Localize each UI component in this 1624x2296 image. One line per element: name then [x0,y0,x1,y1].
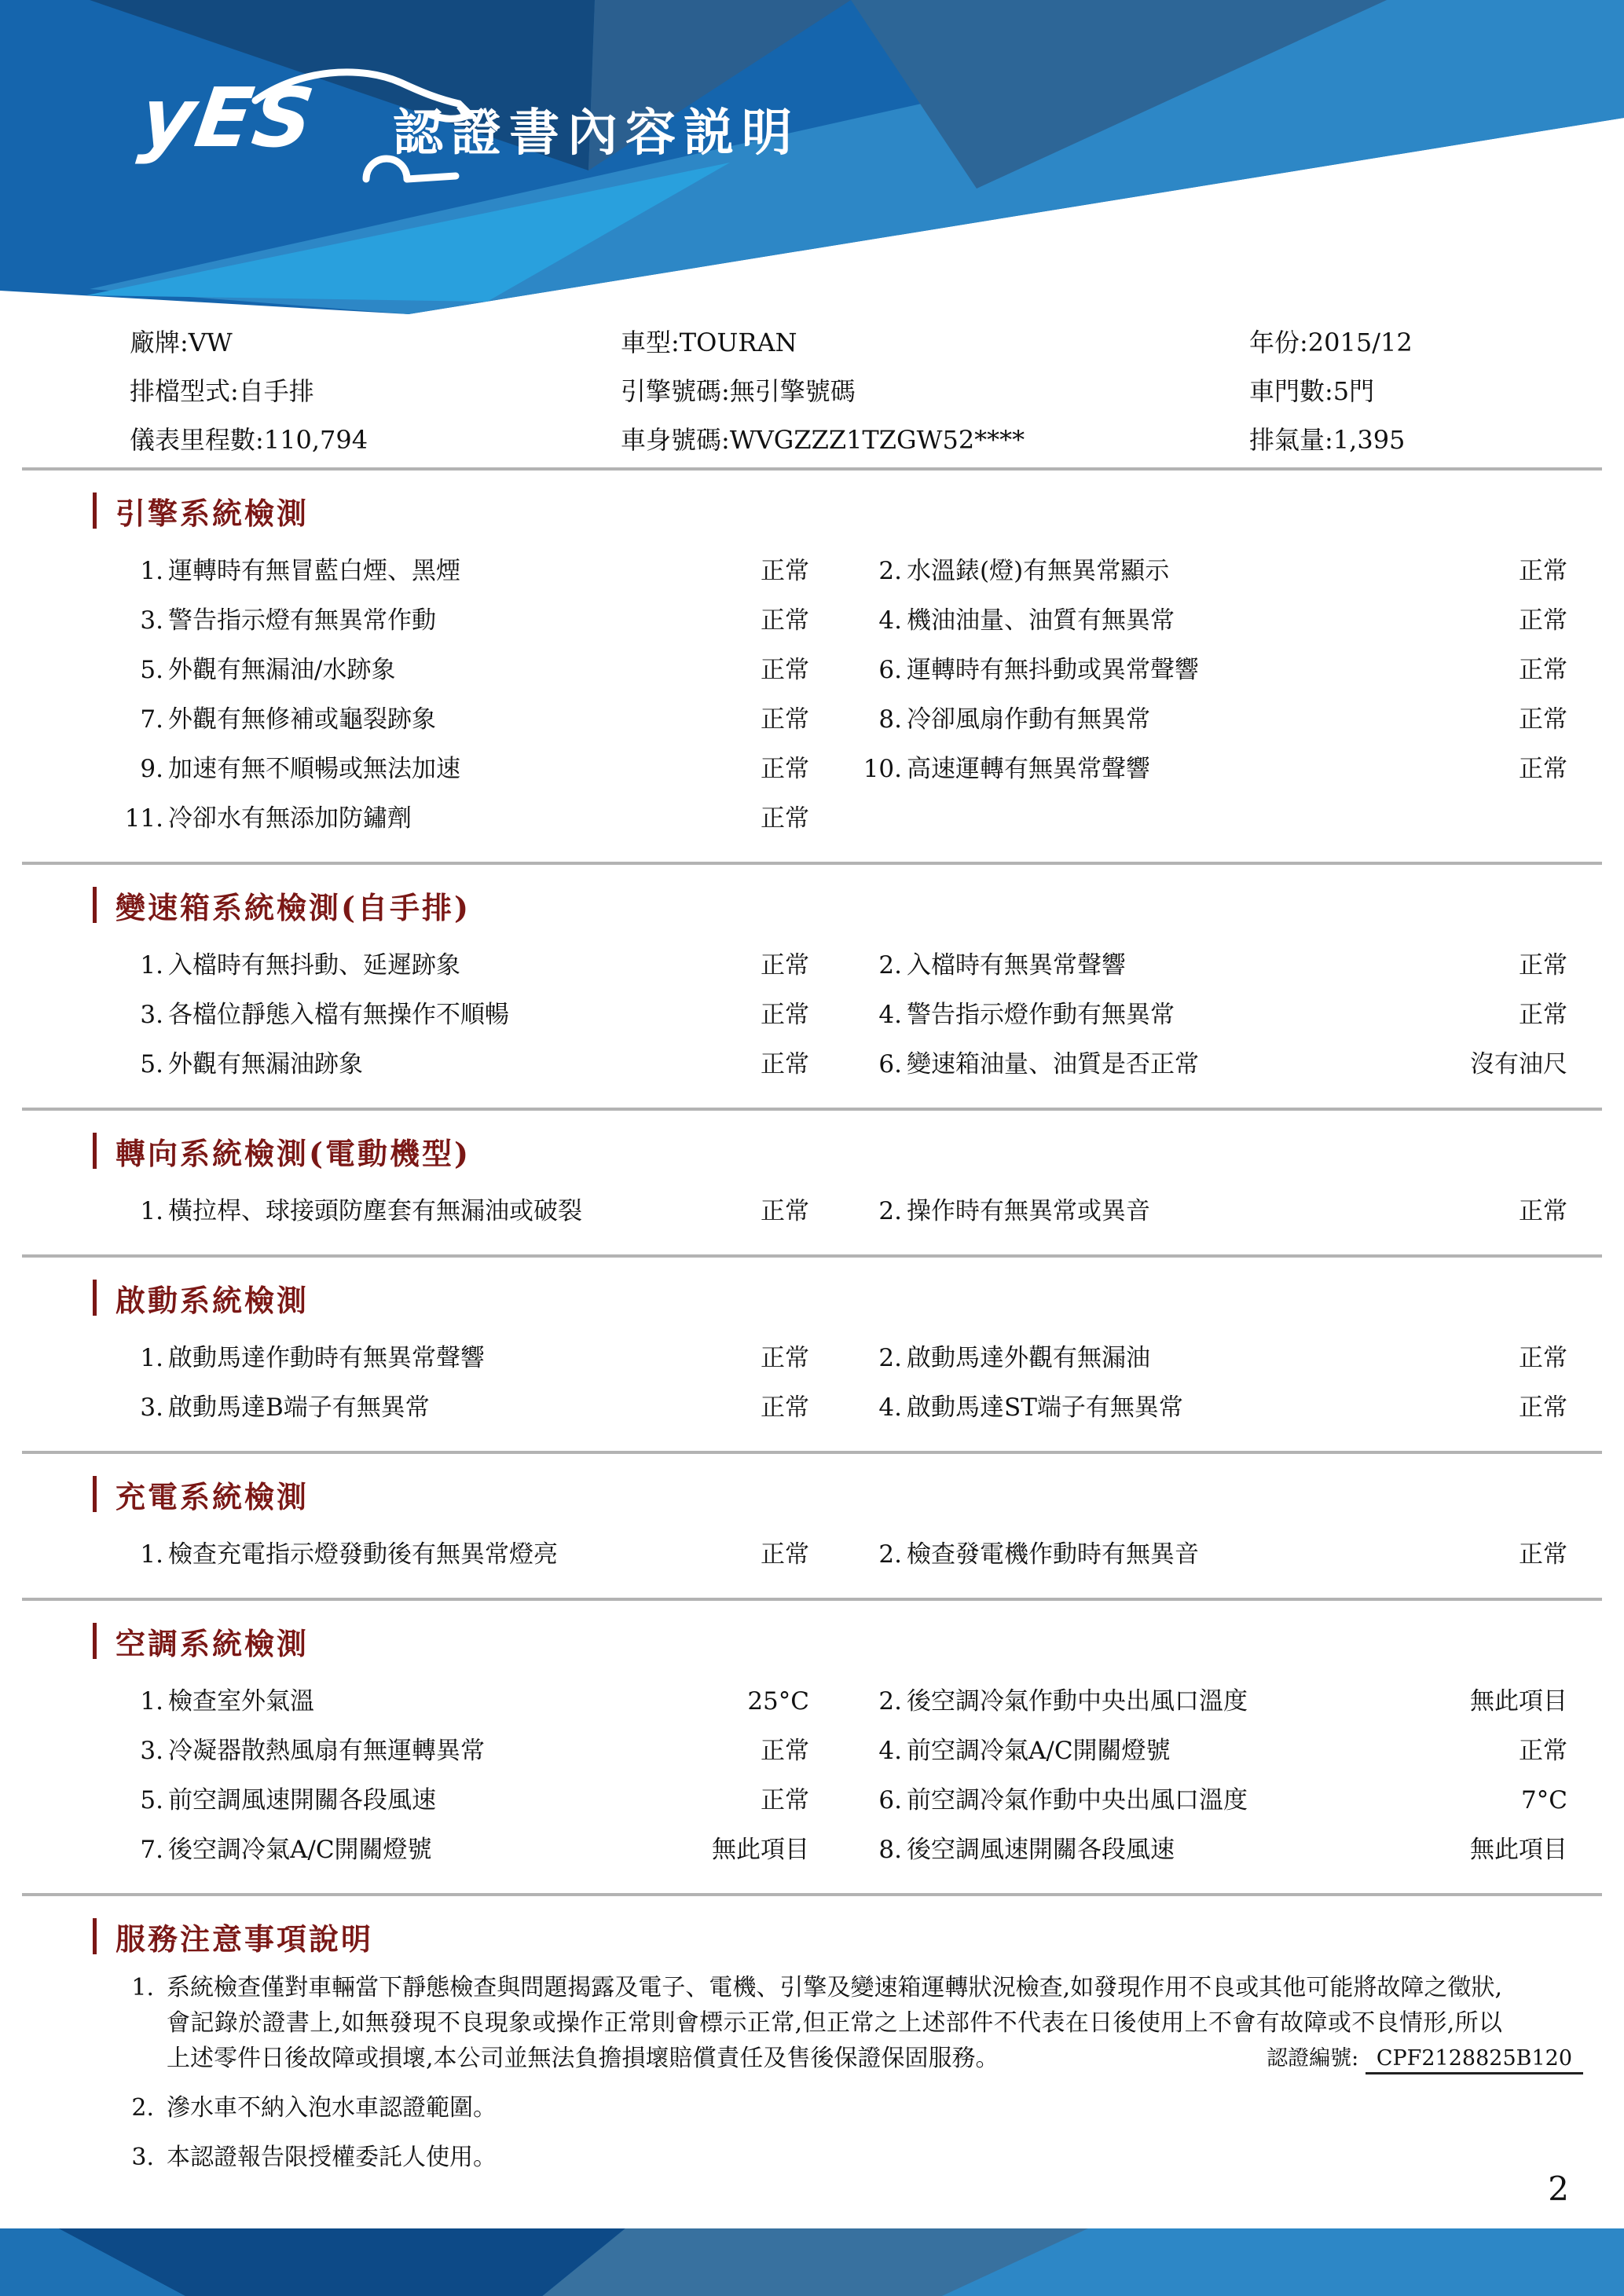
note-number: 2. [131,2094,154,2122]
item-text: 冷凝器散熱風扇有無運轉異常 [168,1737,485,1765]
inspection-item [856,1780,1567,1829]
item-number: 8. [878,705,902,734]
section-items [0,945,1624,1093]
inspection-item [118,1730,809,1780]
inspection-item [118,1780,809,1829]
inspection-item [118,1338,809,1387]
inspection-item [856,994,1567,1044]
vehicle-field-label: 車型: [621,328,680,357]
item-text: 啟動馬達B端子有無異常 [168,1393,430,1422]
item-text: 入檔時有無抖動、延遲跡象 [168,951,460,980]
item-text: 水溫錶(燈)有無異常顯示 [907,557,1170,585]
item-result: 正常 [1519,656,1567,684]
item-text: 檢查充電指示燈發動後有無異常燈亮 [168,1540,558,1569]
section-title-bar [93,1918,97,1954]
vehicle-field [621,420,1249,456]
vehicle-field-value: 2015/12 [1307,328,1413,357]
section-header [93,491,1624,530]
inspection-section [0,865,1624,1108]
footer-banner [0,2228,1624,2296]
item-result: 正常 [761,705,809,734]
item-result: 正常 [1519,1197,1567,1225]
item-number: 8. [878,1836,902,1864]
inspection-sections [0,471,1624,1896]
section-header [93,1131,1624,1170]
item-number: 3. [140,606,163,635]
note-number: 1. [131,1974,154,2001]
inspection-item [856,1534,1567,1584]
item-result: 正常 [1519,1540,1567,1569]
section-header [93,1621,1624,1661]
inspection-item [856,699,1567,749]
yes-logo-text: yES [134,70,321,166]
item-text: 各檔位靜態入檔有無操作不順暢 [168,1001,509,1029]
item-text: 變速箱油量、油質是否正常 [907,1050,1199,1078]
item-result: 正常 [1519,705,1567,734]
section-title: 變速箱系統檢測(自手排) [115,889,471,925]
inspection-item [856,1730,1567,1780]
section-header [93,1917,1624,1956]
item-text: 外觀有無漏油/水跡象 [168,656,396,684]
vehicle-field-value: TOURAN [679,328,797,357]
item-number: 1. [140,1687,163,1716]
item-result: 正常 [1519,1344,1567,1372]
vehicle-field [621,372,1249,408]
section-title: 服務注意事項說明 [115,1921,374,1957]
item-result: 正常 [1519,755,1567,783]
item-result: 正常 [761,1737,809,1765]
item-result: 正常 [761,1786,809,1814]
section-title-bar [93,887,97,923]
item-result: 正常 [761,606,809,635]
vehicle-field-value: 1,395 [1333,425,1406,455]
item-text: 運轉時有無冒藍白煙、黑煙 [168,557,460,585]
item-result: 7°C [1521,1786,1567,1814]
item-text: 機油油量、油質有無異常 [907,606,1175,635]
item-number: 4. [878,1001,902,1029]
inspection-item [856,1681,1567,1730]
section-title-bar [93,1280,97,1316]
item-number: 7. [140,1836,163,1864]
item-number: 2. [878,951,902,980]
item-result: 正常 [761,1197,809,1225]
section-title-bar [93,1623,97,1659]
vehicle-field-value: 無引擎號碼 [729,376,856,406]
section-items [0,551,1624,848]
inspection-item [118,798,809,848]
inspection-item [856,600,1567,650]
inspection-section [0,471,1624,862]
item-number: 2. [878,1540,902,1569]
item-number: 5. [140,656,163,684]
vehicle-field-label: 車門數: [1249,376,1333,406]
item-result: 正常 [761,951,809,980]
item-result: 無此項目 [1470,1687,1567,1716]
item-result: 正常 [761,804,809,833]
item-number: 5. [140,1786,163,1814]
item-text: 操作時有無異常或異音 [907,1197,1150,1225]
item-result: 正常 [1519,951,1567,980]
item-result: 正常 [1519,606,1567,635]
note-text: 滲水車不納入泡水車認證範圍。 [167,2094,497,2122]
item-text: 後空調冷氣作動中央出風口溫度 [907,1687,1248,1716]
item-result: 沒有油尺 [1470,1050,1567,1078]
item-result: 正常 [761,1393,809,1422]
vehicle-field-label: 引擎號碼: [621,376,730,406]
item-number: 1. [140,557,163,585]
item-result: 正常 [761,557,809,585]
item-text: 後空調冷氣A/C開關燈號 [168,1836,432,1864]
item-result: 正常 [1519,1393,1567,1422]
inspection-item [856,1829,1567,1879]
inspection-item [856,1387,1567,1437]
item-number: 1. [140,951,163,980]
item-text: 前空調風速開關各段風速 [168,1786,436,1814]
service-note-item [0,2090,1624,2126]
item-text: 啟動馬達外觀有無漏油 [907,1344,1150,1372]
page-title: 認證書內容説明 [393,104,800,163]
inspection-section [0,1454,1624,1598]
item-number: 1. [140,1540,163,1569]
service-notes-section [0,1896,1624,2175]
item-number: 3. [140,1001,163,1029]
item-result: 無此項目 [1470,1836,1567,1864]
certificate-number-value: CPF2128825B120 [1366,2046,1583,2074]
inspection-section [0,1258,1624,1451]
vehicle-field-value: 110,794 [263,425,368,455]
item-result: 正常 [761,1540,809,1569]
inspection-item [856,1044,1567,1093]
note-number: 3. [131,2144,154,2171]
section-items [0,1191,1624,1240]
item-number: 5. [140,1050,163,1078]
inspection-section [0,1601,1624,1893]
header-banner [0,0,1624,314]
inspection-item [118,551,809,600]
section-title-bar [93,493,97,529]
item-text: 前空調冷氣A/C開關燈號 [907,1737,1171,1765]
section-header [93,885,1624,925]
vehicle-field [621,323,1249,359]
inspection-item [118,699,809,749]
certificate-number-label: 認證編號: [1267,2046,1359,2071]
note-text: 本認證報告限授權委託人使用。 [167,2144,497,2171]
item-result: 正常 [761,1050,809,1078]
item-text: 警告指示燈有無異常作動 [168,606,436,635]
vehicle-field [1249,372,1624,408]
vehicle-field [130,323,621,359]
item-text: 前空調冷氣作動中央出風口溫度 [907,1786,1248,1814]
item-number: 6. [878,1786,902,1814]
inspection-item [118,1681,809,1730]
vehicle-field-value: 自手排 [238,376,314,406]
service-note-item [0,2140,1624,2175]
item-text: 高速運轉有無異常聲響 [907,755,1150,783]
inspection-item [118,1191,809,1240]
inspection-item [118,749,809,798]
section-header [93,1474,1624,1514]
inspection-item [118,994,809,1044]
item-number: 4. [878,1737,902,1765]
item-text: 冷卻水有無添加防鏽劑 [168,804,412,833]
section-items [0,1534,1624,1584]
inspection-item [856,945,1567,994]
item-number: 2. [878,1197,902,1225]
section-title: 啟動系統檢測 [115,1282,310,1318]
item-text: 加速有無不順暢或無法加速 [168,755,460,783]
item-text: 運轉時有無抖動或異常聲響 [907,656,1199,684]
item-number: 7. [140,705,163,734]
section-title-bar [93,1476,97,1512]
vehicle-field-label: 年份: [1249,328,1308,357]
item-number: 6. [878,1050,902,1078]
item-number: 9. [140,755,163,783]
inspection-item [118,600,809,650]
inspection-item [118,1044,809,1093]
section-header [93,1278,1624,1317]
item-number: 4. [878,1393,902,1422]
inspection-item [118,1534,809,1584]
note-text: 系統檢查僅對車輛當下靜態檢查與問題揭露及電子、電機、引擎及變速箱運轉狀況檢查,如發現作用不良或其他可能將故障之徵狀,會記錄於證書上,如無發現不良現象或操作正常則會標示正常,但正常之上述部件不代表在日後使用上不會有故障或不良情形,所以上述零件日後故障或損壞,本公司並無法負擔損壞賠償責任及售後保證保固服務。 [167,1974,1502,2072]
vehicle-field [1249,323,1624,359]
section-title: 轉向系統檢測(電動機型) [115,1135,471,1171]
section-title: 引擎系統檢測 [115,495,310,531]
item-result: 正常 [761,1344,809,1372]
item-text: 入檔時有無異常聲響 [907,951,1126,980]
certificate-number-line [1267,2041,1583,2071]
section-items [0,1681,1624,1879]
vehicle-field-label: 排氣量: [1249,425,1333,455]
item-number: 2. [878,1687,902,1716]
item-number: 2. [878,1344,902,1372]
page-number: 2 [1548,2170,1569,2208]
item-text: 檢查室外氣溫 [168,1687,314,1716]
item-result: 正常 [1519,1001,1567,1029]
item-number: 3. [140,1393,163,1422]
item-result: 正常 [761,755,809,783]
item-result: 正常 [761,656,809,684]
item-result: 25°C [747,1687,809,1716]
vehicle-field-value: WVGZZZ1TZGW52**** [729,425,1025,455]
inspection-item [118,945,809,994]
inspection-item [856,650,1567,699]
vehicle-field [1249,420,1624,456]
item-text: 外觀有無漏油跡象 [168,1050,363,1078]
vehicle-field-label: 廠牌: [130,328,189,357]
vehicle-field-value: VW [188,328,233,357]
vehicle-field [130,420,621,456]
item-number: 4. [878,606,902,635]
inspection-item [118,1387,809,1437]
item-text: 橫拉桿、球接頭防塵套有無漏油或破裂 [168,1197,582,1225]
inspection-item [118,1829,809,1879]
item-result: 正常 [1519,1737,1567,1765]
item-result: 無此項目 [712,1836,809,1864]
vehicle-field [130,372,621,408]
item-number: 6. [878,656,902,684]
inspection-item [856,749,1567,798]
section-title-bar [93,1133,97,1169]
section-items [0,1338,1624,1437]
vehicle-field-value: 5門 [1333,376,1375,406]
vehicle-field-label: 車身號碼: [621,425,730,455]
item-result: 正常 [761,1001,809,1029]
item-text: 啟動馬達作動時有無異常聲響 [168,1344,485,1372]
inspection-item [856,1191,1567,1240]
item-text: 檢查發電機作動時有無異音 [907,1540,1199,1569]
section-title: 空調系統檢測 [115,1625,310,1661]
item-number: 3. [140,1737,163,1765]
inspection-item [856,551,1567,600]
item-number: 2. [878,557,902,585]
item-number: 10. [863,755,902,783]
item-text: 外觀有無修補或龜裂跡象 [168,705,436,734]
item-text: 後空調風速開關各段風速 [907,1836,1175,1864]
item-number: 1. [140,1344,163,1372]
vehicle-info-grid [0,318,1624,467]
inspection-item [856,1338,1567,1387]
item-text: 冷卻風扇作動有無異常 [907,705,1150,734]
vehicle-field-label: 儀表里程數: [130,425,264,455]
section-title: 充電系統檢測 [115,1478,310,1514]
item-result: 正常 [1519,557,1567,585]
item-text: 警告指示燈作動有無異常 [907,1001,1175,1029]
inspection-item [118,650,809,699]
inspection-section [0,1111,1624,1254]
item-number: 1. [140,1197,163,1225]
item-text: 啟動馬達ST端子有無異常 [907,1393,1183,1422]
item-number: 11. [124,804,163,833]
vehicle-field-label: 排檔型式: [130,376,239,406]
